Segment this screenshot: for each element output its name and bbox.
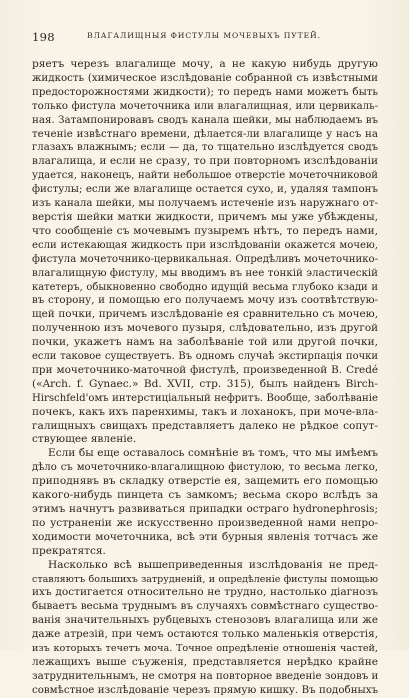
text-line: этимъ начнутъ развиваться припадки остраго hydronephrosis;: [32, 503, 378, 515]
text-line: влагалища, и если не сразу, то при повторномъ изслѣдованіи: [32, 155, 378, 168]
text-line: въ сторону, и помощью его получаемъ мочу изъ соотвѣтствую-: [32, 294, 378, 307]
text-line: Если бы еще оставалось сомнѣніе въ томъ, что мы имѣемъ: [48, 447, 378, 460]
text-line: галищныхъ свищахъ представляетъ далеко не рѣдкое сопут-: [32, 419, 378, 432]
text-line: катетеръ, обыкновенно свободно идущій весьма глубоко кзади и: [32, 281, 378, 293]
text-line: фистулы; если же влагалище остается сухо, и, удаляя тампонъ: [32, 183, 378, 196]
text-line: теченіе извѣстнаго времени, дѣлается-ли влагалище у насъ на: [32, 127, 378, 140]
text-line: почекъ, какъ ихъ паренхимы, такъ и лоханокъ, при моче-вла-: [32, 405, 378, 418]
text-line: верстія шейки матки жидкости, причемъ мы уже убѣждены,: [32, 210, 378, 223]
text-line: («Arch. f. Gynaec.» Bd. XVII, стр. 315), былъ найденъ Birch-: [32, 377, 378, 390]
text-line: прекратятся.: [32, 544, 106, 557]
text-line: почки, укажетъ намъ на заболѣваніе той или другой почки,: [32, 336, 378, 349]
text-line: Насколько всѣ вышеприведенныя изслѣдованія не пред-: [48, 558, 378, 571]
text-line: ная. Затампонировавъ сводъ канала шейки, мы наблюдаемъ въ: [32, 113, 378, 126]
text-line: фистула мочеточнико-цервикальная. Опредѣливъ мочеточнико-: [32, 253, 378, 265]
text-line: глазахъ влажнымъ; если — да, то тщательно изслѣдуется сводъ: [32, 142, 378, 154]
text-line: приподнявъ въ складку отверстіе ея, защемить его помощью: [32, 475, 378, 488]
text-line: затруднительнымъ, не смотря на повторное введеніе зондовъ и: [32, 669, 379, 682]
text-line: при мочеточнико-маточной фистулѣ, произведенной B. Credé: [32, 363, 378, 376]
text-line: что сообщеніе съ мочевымъ пузыремъ нѣтъ, то передъ нами,: [32, 224, 378, 237]
running-title: ВЛАГАЛИЩНЫЯ ФИСТУЛЫ МОЧЕВЫХЪ ПУТЕЙ.: [87, 31, 321, 40]
text-line: ванія значительныхъ рубцевыхъ стенозовъ влагалища или же: [32, 614, 378, 627]
text-line: влагалищную фистулу, мы вводимъ въ нее тонкій эластическій: [32, 266, 378, 279]
page-number: 198: [32, 30, 55, 44]
text-line: ходимости мочеточника, всѣ эти бурныя явленія тотчасъ же: [32, 530, 378, 543]
body-text: [32, 58, 378, 698]
text-line: какого-нибудь пинцета съ замкомъ; весьма скоро вслѣдъ за: [32, 489, 378, 502]
text-line: бываетъ весьма труднымъ въ случаяхъ совмѣстнаго существо-: [32, 600, 378, 613]
text-line: жидкость (химическое изслѣдованіе собранной съ извѣстными: [32, 71, 378, 84]
text-line: ствующее явленіе.: [32, 433, 137, 446]
text-line: ихъ достигается относительно не трудно, настолько діагнозъ: [32, 586, 378, 599]
text-line: если истекающая жидкость при изслѣдованіи окажется мочею,: [32, 239, 378, 251]
text-line: лежащихъ выше съуженія, представляется нерѣдко крайне: [32, 655, 378, 668]
text-line: ставляютъ большихъ затрудненій, и опредѣленіе фистулы помощью: [32, 573, 378, 585]
text-line: по устраненіи же искусственно произведенной нами непро-: [32, 516, 378, 529]
text-line: дѣло съ мочеточнико-влагалищною фистулою, то весьма легко,: [32, 462, 378, 474]
text-line: щей почки, причемъ изслѣдованіе ея сравнительно съ мочею,: [32, 308, 378, 321]
text-line: удается, наконецъ, найти небольшое отверстіе мочеточниковой: [32, 170, 378, 182]
text-line: изъ которыхъ течетъ моча. Точное опредѣленіе отношенія частей,: [32, 643, 378, 655]
text-line: только фистула мочеточника или влагалищная, или цервикаль-: [32, 100, 378, 112]
text-line: если таковое существуетъ. Въ одномъ случаѣ экстирпація почки: [32, 351, 378, 363]
text-line: Hirschfeld'омъ интерстиціальный нефритъ. Вообще, заболѣваніе: [32, 392, 378, 404]
text-line: полученною изъ мочевого пузыря, слѣдовательно, изъ другой: [32, 322, 378, 335]
text-line: ряетъ черезъ влагалище мочу, а не какую нибудь другую: [32, 58, 378, 70]
text-line: предосторожностями жидкости); то передъ нами можетъ быть: [32, 85, 378, 98]
text-line: изъ канала шейки, мы получаемъ истеченіе изъ наружнаго от-: [32, 197, 378, 210]
text-line: совмѣстное изслѣдованіе черезъ прямую кишку. Въ подобныхъ: [32, 683, 378, 696]
text-line: даже атрезій, при чемъ остаются только маленькія отверстія,: [32, 628, 378, 641]
page-header: [30, 30, 378, 44]
